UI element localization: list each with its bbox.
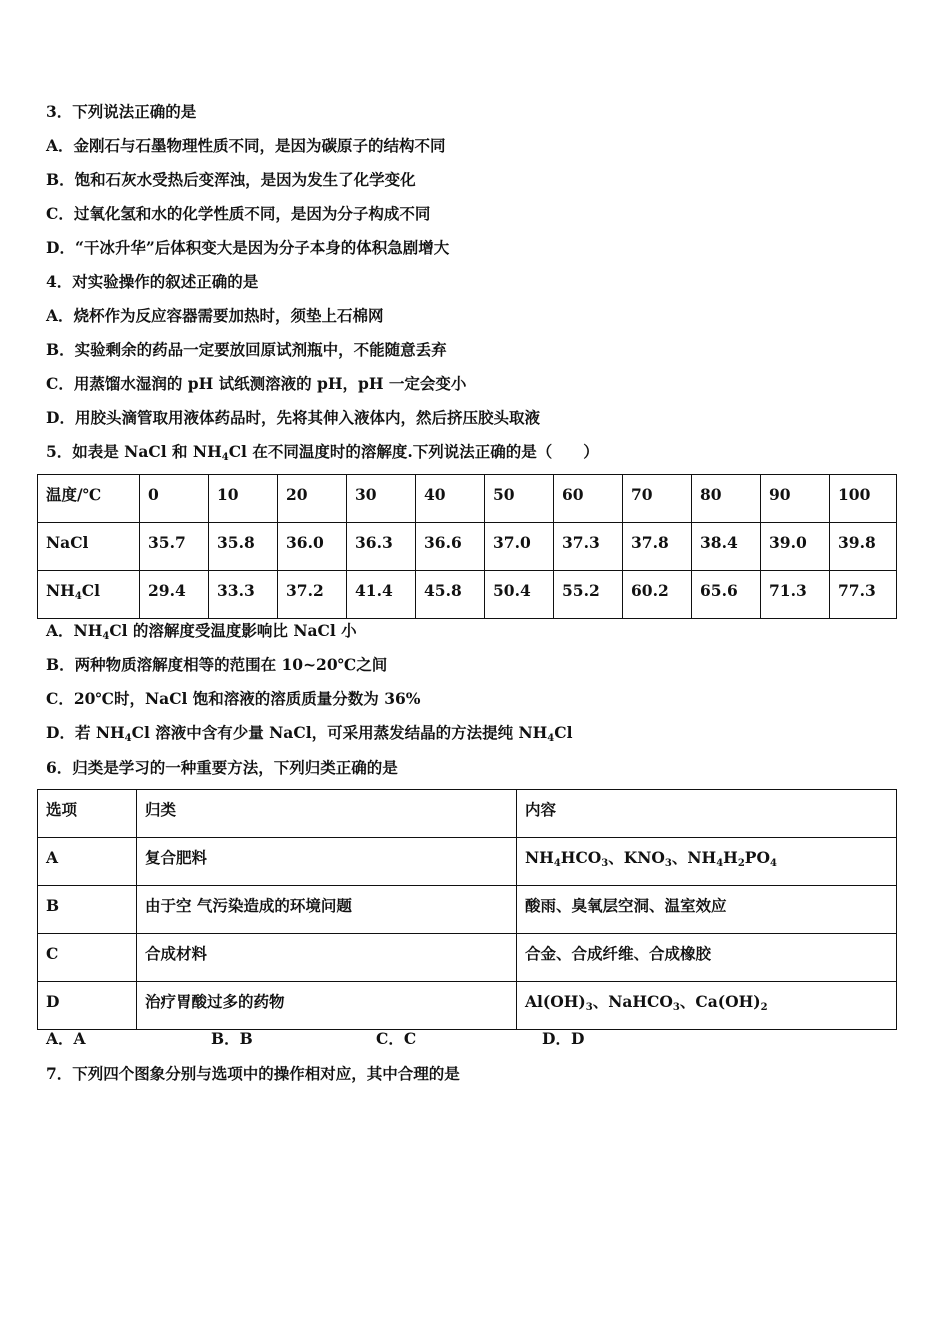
q3-option-c: C．过氧化氢和水的化学性质不同，是因为分子构成不同 [46,204,431,223]
q4-option-d: D．用胶头滴管取用液体药品时，先将其伸入液体内，然后挤压胶头取液 [46,408,540,427]
table-row [38,523,897,571]
nacl-cell: 36.6 [416,523,485,571]
table-row [38,790,897,838]
content-cell: $Al(OH)_3$、NaHCO$_3$、$Ca(OH)_2$ [517,982,897,1030]
nh4cl-cell: 37.2 [278,571,347,619]
table-row [38,475,897,523]
header-content: 内容 [517,790,897,838]
q5-option-d: D．若 $NH_4Cl$ 溶液中含有少量 NaCl，可采用蒸发结晶的方法提纯 $NH_4Cl$ [46,723,573,744]
category-cell: 合成材料 [137,934,517,982]
nacl-cell: 36.3 [347,523,416,571]
q3-option-a: A．金刚石与石墨物理性质不同，是因为碳原子的结构不同 [46,136,446,155]
nacl-cell: 37.0 [485,523,554,571]
q5-option-a: A．$NH_4Cl$ 的溶解度受温度影响比 NaCl 小 [46,621,357,642]
table-row [38,982,897,1030]
option-cell: B [38,886,137,934]
category-cell: 治疗胃酸过多的药物 [137,982,517,1030]
temp-cell: 70 [623,475,692,523]
answer-option-a: A．A [46,1029,86,1048]
nh4cl-cell: 65.6 [692,571,761,619]
nh4cl-cell: 41.4 [347,571,416,619]
header-option: 选项 [38,790,137,838]
content-cell: $NH_4HCO_3$、$KNO_3$、$NH_4H_2PO_4$ [517,838,897,886]
option-cell: C [38,934,137,982]
temp-cell: 60 [554,475,623,523]
nacl-cell: 39.8 [830,523,897,571]
answer-option-b: B．B [211,1029,253,1048]
table-row [38,886,897,934]
q5-stem: 5．如表是 NaCl 和 $NH_4Cl$ 在不同温度时的溶解度.下列说法正确的是（ ） [46,442,599,463]
q4-option-a: A．烧杯作为反应容器需要加热时，须垫上石棉网 [46,306,384,325]
temp-cell: 20 [278,475,347,523]
content-cell: 酸雨、臭氧层空洞、温室效应 [517,886,897,934]
option-cell: D [38,982,137,1030]
nh4cl-cell: 71.3 [761,571,830,619]
temp-cell: 10 [209,475,278,523]
q6-stem: 6．归类是学习的一种重要方法，下列归类正确的是 [46,758,398,777]
content-cell: 合金、合成纤维、合成橡胶 [517,934,897,982]
q3-stem: 3．下列说法正确的是 [46,102,197,121]
temp-cell: 40 [416,475,485,523]
table-row [38,838,897,886]
q4-option-c: C．用蒸馏水湿润的 pH 试纸测溶液的 pH，pH 一定会变小 [46,374,467,393]
q7-stem: 7．下列四个图象分别与选项中的操作相对应，其中合理的是 [46,1064,460,1083]
table-row [38,571,897,619]
temp-cell: 50 [485,475,554,523]
nacl-cell: 36.0 [278,523,347,571]
nh4cl-cell: 29.4 [140,571,209,619]
answer-option-d: D．D [542,1029,585,1048]
nacl-cell: 37.3 [554,523,623,571]
header-category: 归类 [137,790,517,838]
nh4cl-cell: 33.3 [209,571,278,619]
q6-answer-options [46,1029,746,1049]
nacl-label: NaCl [38,523,140,571]
q3-option-b: B．饱和石灰水受热后变浑浊，是因为发生了化学变化 [46,170,416,189]
nh4cl-cell: 55.2 [554,571,623,619]
option-cell: A [38,838,137,886]
q5-option-c: C．20℃时，NaCl 饱和溶液的溶质质量分数为 36% [46,689,421,708]
nacl-cell: 39.0 [761,523,830,571]
temp-cell: 0 [140,475,209,523]
temperature-label: 温度/℃ [38,475,140,523]
q5-option-b: B．两种物质溶解度相等的范围在 10~20℃之间 [46,655,388,674]
q4-stem: 4．对实验操作的叙述正确的是 [46,272,259,291]
answer-option-c: C．C [376,1029,417,1048]
classification-table [37,789,897,1030]
q4-option-b: B．实验剩余的药品一定要放回原试剂瓶中，不能随意丢弃 [46,340,447,359]
temp-cell: 100 [830,475,897,523]
category-cell: 由于空 气污染造成的环境问题 [137,886,517,934]
temp-cell: 90 [761,475,830,523]
table-row [38,934,897,982]
solubility-table [37,474,897,619]
temp-cell: 80 [692,475,761,523]
nh4cl-cell: 50.4 [485,571,554,619]
nacl-cell: 35.8 [209,523,278,571]
nacl-cell: 37.8 [623,523,692,571]
category-cell: 复合肥料 [137,838,517,886]
nh4cl-cell: 45.8 [416,571,485,619]
q3-option-d: D．“干冰升华”后体积变大是因为分子本身的体积急剧增大 [46,238,450,257]
nh4cl-label: $NH_4Cl$ [38,571,140,619]
nacl-cell: 38.4 [692,523,761,571]
temp-cell: 30 [347,475,416,523]
nh4cl-cell: 60.2 [623,571,692,619]
nh4cl-cell: 77.3 [830,571,897,619]
nacl-cell: 35.7 [140,523,209,571]
